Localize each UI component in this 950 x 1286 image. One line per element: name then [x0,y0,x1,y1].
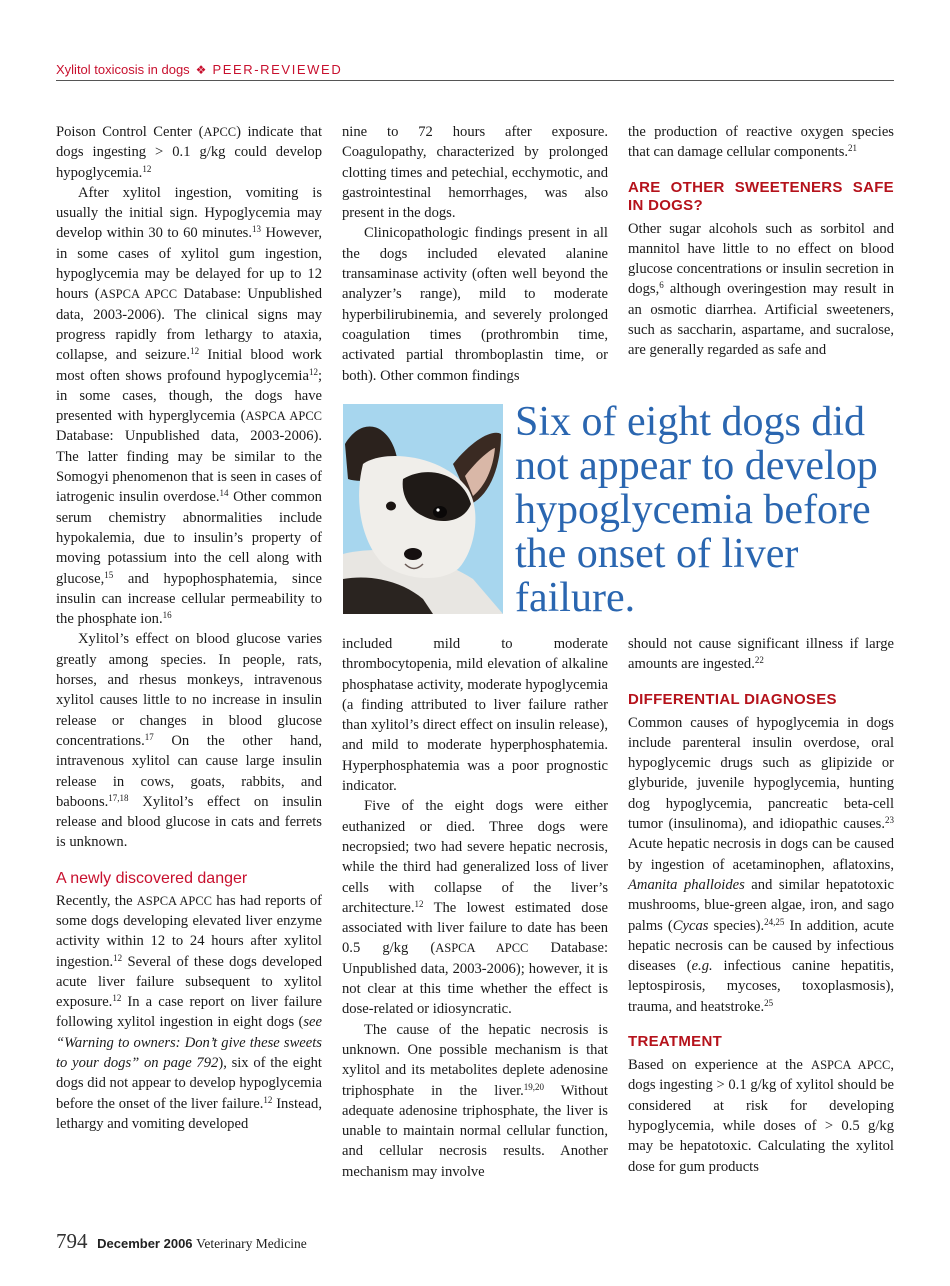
paragraph: Clinicopathologic findings present in all the dogs included elevated alanine transaminase activity (often well beyond the analyzer’s range), mild to moderate hyperbilirubinemia, and severely prolonged coagulation times (prothrombin time, activated partial thromboplastin time, or both). Other common findings [342,225,608,384]
column-1 [56,122,322,1134]
paragraph: should not cause significant illness if large amounts are ingested.$^{22}$ [628,636,894,673]
pull-quote: Six of eight dogs did not appear to develop hypoglycemia before the onset of liver failure. [515,399,878,621]
page-footer [56,1229,307,1259]
paragraph: Recently, the ASPCA APCC has had reports of some dogs developing elevated liver enzyme activity within 12 to 24 hours after xylitol ingestion.$^{12}$ Several of these dogs developed acute liver failure subsequent to xylitol exposure.$^{12}$ In a case report on liver failure following xylitol ingestion in eight dogs (see “Warning to owners: Don’t give these sweets to your dogs” on page 792), six of the eight dogs did not appear to develop hypoglycemia before the onset of the liver failure.$^{12}$ Instead, lethargy and vomiting developed [56,892,322,1132]
column-2-bottom [342,634,608,1182]
column-3-bottom [628,634,894,1177]
diamond-separator-icon: ❖ [195,63,207,77]
paragraph: Poison Control Center (APCC) indicate that dogs ingesting > 0.1 g/kg could develop hypoglycemia.$^{12}$ [56,124,322,181]
paragraph: the production of reactive oxygen species that can damage cellular components.$^{21}$ [628,124,894,161]
section-heading-sweeteners: ARE OTHER SWEETENERS SAFE IN DOGS? [628,178,894,214]
paragraph: Xylitol’s effect on blood glucose varies greatly among species. In people, rats, horses, and rhesus monkeys, intravenous xylitol causes little to no increase in insulin release or changes in blood glucose concentrations.$^{17}$ On the other hand, intravenous xylitol can cause large insulin release in cows, goats, rabbits, and baboons.$^{17,18}$ Xylitol’s effect on insulin release and blood glucose in cats and ferrets is unknown. [56,631,322,851]
dog-photo [343,404,503,614]
running-header [56,62,894,81]
column-2-top [342,122,608,386]
paragraph: Based on experience at the ASPCA APCC, dogs ingesting > 0.1 g/kg of xylitol should be considered at risk for developing hypoglycemia, while doses of > 0.5 g/kg may be hepatotoxic. Calculating the xylitol dose for gum products [628,1057,894,1175]
section-heading-differential: DIFFERENTIAL DIAGNOSES [628,690,837,708]
paragraph: nine to 72 hours after exposure. Coagulopathy, characterized by prolonged clotting times and petechial, ecchymotic, and gastrointestinal hemorrhages, was also present in the dogs. [342,124,608,222]
dog-illustration-icon [343,404,503,614]
paragraph: Common causes of hypoglycemia in dogs include parenteral insulin overdose, oral hypoglycemic drugs such as glipizide or glyburide, juvenile hypoglycemia, hunting dog hypoglycemia, pancreatic beta-cell tumor (insulinoma), and idiopathic causes.$^{23}$ Acute hepatic necrosis in dogs can be caused by ingestion of acetaminophen, aflatoxins, Amanita phalloides and similar hepatotoxic mushrooms, blue-green algae, iron, and sago palms (Cycas species).$^{24,25}$ In addition, acute hepatic necrosis can be caused by infectious diseases (e.g. infectious canine hepatitis, leptospirosis, mycoses, toxoplasmosis), trauma, and heatstroke.$^{25}$ [628,714,894,1015]
section-heading-danger: A newly discovered danger [56,869,248,887]
header-section-tag: PEER-REVIEWED [212,62,343,77]
page-number: 794 [56,1229,88,1253]
paragraph: After xylitol ingestion, vomiting is usually the initial sign. Hypoglycemia may develop within 30 to 60 minutes.$^{13}$ However, in some cases of xylitol gum ingestion, hypoglycemia may be delayed for up to 12 hours (ASPCA APCC Database: Unpublished data, 2003-2006). The clinical signs may progress rapidly from lethargy to ataxia, collapse, and seizure.$^{12}$ Initial blood work most often shows profound hypoglycemia$^{12}$; in some cases, though, the dogs have presented with hyperglycemia (ASPCA APCC Database: Unpublished data, 2003-2006). The latter finding may be similar to the Somogyi phenomenon that is seen in cases of iatrogenic insulin overdose.$^{14}$ Other common serum chemistry abnormalities include hypokalemia, due to insulin’s property of moving potassium into the cell along with glucose,$^{15}$ and hypophosphatemia, since insulin can increase cellular permeability to the phosphate ion.$^{16}$ [56,184,322,628]
column-3-top [628,122,894,361]
journal-name: Veterinary Medicine [196,1236,307,1251]
paragraph: included mild to moderate thrombocytopenia, mild elevation of alkaline phosphatase activity, moderate hypoglycemia (a finding attributed to liver failure rather than xylitol’s direct effect on insulin release), and mild to moderate hyperphosphatemia. Hyperphosphatemia was a poor prognostic indicator. [342,636,608,795]
header-article-title: Xylitol toxicosis in dogs [56,62,190,77]
paragraph: Five of the eight dogs were either euthanized or died. Three dogs were necropsied; two had severe hepatic necrosis, while the third had generalized loss of liver cells with collapse of the liver’s architecture.$^{12}$ The lowest estimated dose associated with liver failure to date has been 0.5 g/kg (ASPCA APCC Database: Unpublished data, 2003-2006); however, it is not clear at this time whether the effect is dose-related or idiosyncratic. [342,798,608,1018]
paragraph: The cause of the hepatic necrosis is unknown. One possible mechanism is that xylitol and its metabolites deplete adenosine triphosphate in the liver.$^{19,20}$ Without adequate adenosine triphosphate, the liver is unable to maintain normal cellular function, and cellular necrosis results. Another mechanism may involve [342,1021,608,1180]
section-heading-treatment: TREATMENT [628,1033,723,1051]
paragraph: Other sugar alcohols such as sorbitol and mannitol have little to no effect on blood glucose concentrations or insulin secretion in dogs,$^6$ although overingestion may result in an osmotic diarrhea. Artificial sweeteners, such as saccharin, aspartame, and sucralose, are generally regarded as safe and [628,220,894,359]
issue-date: December 2006 [97,1236,193,1251]
